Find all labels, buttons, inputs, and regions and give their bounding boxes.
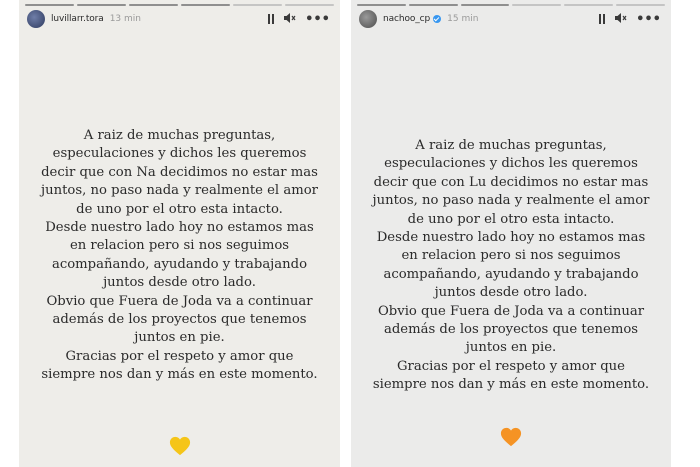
progress-segment xyxy=(564,4,613,6)
story-header xyxy=(19,8,340,30)
story-message xyxy=(19,127,340,385)
message-paragraph: Obvio que Fuera de Joda va a continuar además de los proyectos que tenemos juntos en pie. xyxy=(46,293,313,346)
message-paragraph: Obvio que Fuera de Joda va a continuar además de los proyectos que tenemos juntos en pie. xyxy=(378,303,644,356)
heart-shape xyxy=(169,437,189,455)
pause-icon[interactable] xyxy=(599,14,605,24)
progress-segment xyxy=(129,4,178,6)
progress-segment xyxy=(461,4,510,6)
heart-shape xyxy=(501,428,521,446)
progress-segment xyxy=(25,4,74,6)
message-paragraph: Gracias por el respeto y amor que siempre nos dan y más en este momento. xyxy=(41,348,318,383)
speaker-muted-icon[interactable] xyxy=(614,12,627,27)
story-controls xyxy=(599,12,661,27)
message-paragraph: Desde nuestro lado hoy no estamos mas en relacion pero si nos seguimos acompañando, ayudando y trabajando juntos desde otro lado. xyxy=(45,220,314,291)
story-panel-right[interactable] xyxy=(351,0,671,467)
progress-segment xyxy=(409,4,458,6)
progress-segment xyxy=(512,4,561,6)
story-progress-bar xyxy=(357,4,665,6)
pause-icon[interactable] xyxy=(268,14,274,24)
story-controls xyxy=(268,12,330,27)
verified-badge-icon xyxy=(433,15,441,23)
timestamp: 15 min xyxy=(447,14,479,24)
story-header xyxy=(351,8,671,30)
avatar[interactable] xyxy=(359,10,377,28)
progress-segment xyxy=(181,4,230,6)
message-paragraph: Desde nuestro lado hoy no estamos mas en relacion pero si nos seguimos acompañando, ayudando y trabajando juntos desde otro lado. xyxy=(376,230,646,301)
heart-icon xyxy=(169,435,191,457)
progress-segment xyxy=(77,4,126,6)
message-paragraph: A raiz de muchas preguntas, especulaciones y dichos les queremos decir que con Na decidimos no estar mas juntos, no paso nada y realmente el amor de uno por el otro esta intacto. xyxy=(41,128,318,217)
more-options-icon[interactable]: ••• xyxy=(305,11,330,27)
story-progress-bar xyxy=(25,4,334,6)
progress-segment xyxy=(357,4,406,6)
speaker-muted-icon[interactable] xyxy=(283,12,296,27)
progress-segment xyxy=(285,4,334,6)
message-paragraph: Gracias por el respeto y amor que siempre nos dan y más en este momento. xyxy=(372,358,650,393)
more-options-icon[interactable]: ••• xyxy=(636,11,661,27)
progress-segment xyxy=(616,4,665,6)
story-message xyxy=(351,137,671,395)
username[interactable]: nachoo_cp xyxy=(383,14,431,24)
story-panel-left[interactable] xyxy=(19,0,340,467)
timestamp: 13 min xyxy=(109,14,141,24)
avatar[interactable] xyxy=(27,10,45,28)
heart-icon xyxy=(500,426,522,448)
username[interactable]: luvillarr.tora xyxy=(51,14,104,24)
message-paragraph: A raiz de muchas preguntas, especulaciones y dichos les queremos decir que con Lu decidimos no estar mas juntos, no paso nada y realmente el amor de uno por el otro esta intacto. xyxy=(372,138,650,227)
progress-segment xyxy=(233,4,282,6)
